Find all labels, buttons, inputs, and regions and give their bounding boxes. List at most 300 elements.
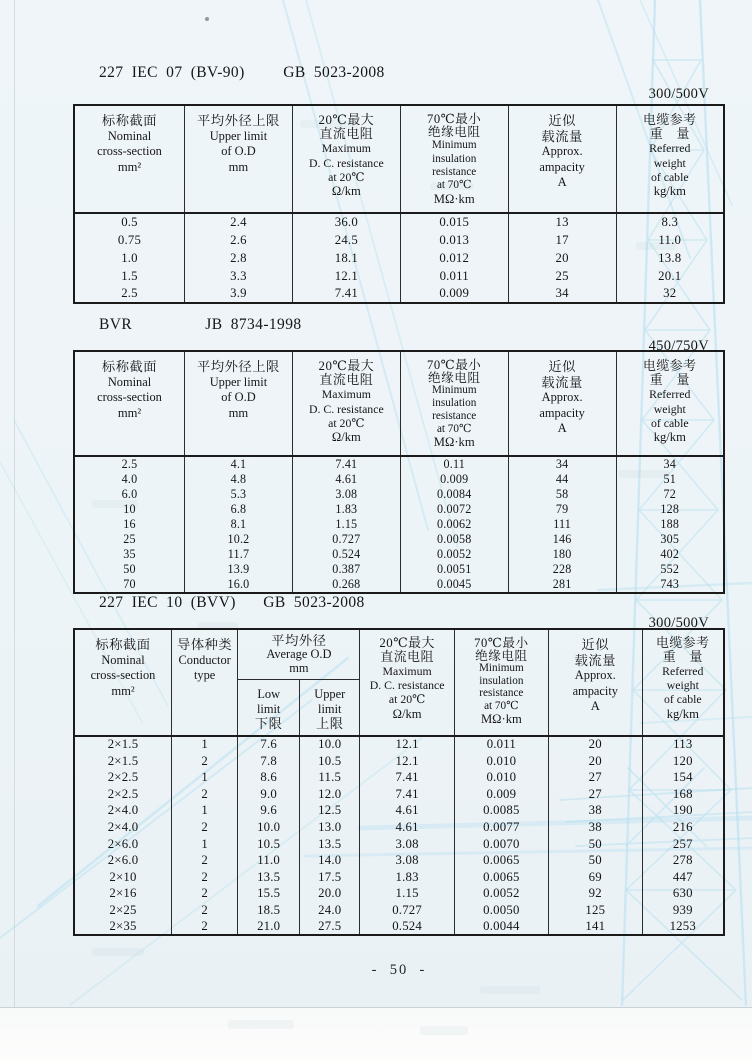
table-cell: 0.0050 [454, 902, 548, 919]
table-cell: 69 [548, 869, 642, 886]
header-line: 70℃最小 [474, 636, 529, 650]
column-header [74, 105, 185, 213]
header-line: 上限 [315, 715, 344, 731]
header-cell [75, 630, 171, 704]
header-line: Approx. [541, 144, 583, 158]
table-cell: 1.83 [292, 502, 400, 517]
header-cell [509, 106, 616, 195]
table-cell: 0.5 [74, 213, 185, 231]
header-line: 重 量 [649, 373, 690, 388]
table-cell: 2×25 [74, 902, 172, 919]
header-line: Referred [649, 141, 691, 156]
table-cell: 0.0085 [454, 803, 548, 820]
header-cell [401, 352, 508, 455]
header-line: 载流量 [574, 652, 616, 668]
header-cell [643, 630, 723, 727]
table-cell: 2×1.5 [74, 736, 172, 753]
header-cell [172, 630, 237, 688]
column-header [74, 629, 172, 736]
table-cell: 2 [172, 902, 238, 919]
table-cell: 3.3 [185, 267, 293, 285]
table-cell: 13.0 [300, 819, 360, 836]
table-cell: 3.08 [292, 487, 400, 502]
header-line: 绝缘电阻 [428, 370, 481, 385]
table-cell: 0.009 [400, 472, 508, 487]
table-row [74, 803, 724, 820]
table-row [74, 285, 724, 303]
table-row [74, 487, 724, 502]
standard-number-label: JB 8734-1998 [205, 316, 302, 333]
table-cell: 0.727 [292, 532, 400, 547]
header-line: 载流量 [541, 128, 583, 144]
table-cell: 50 [548, 852, 642, 869]
table-row [74, 456, 724, 472]
table-cell: 2×1.5 [74, 753, 172, 770]
column-unit: mm² [117, 405, 142, 420]
header-line: 电缆参考 [643, 359, 697, 373]
table-cell: 25 [74, 532, 185, 547]
header-line: 导体种类 [177, 637, 233, 652]
table-cell: 146 [508, 532, 616, 547]
table-cell: 305 [616, 532, 724, 547]
header-cell [401, 106, 508, 212]
table-cell: 27 [548, 769, 642, 786]
column-unit: A [590, 699, 600, 713]
header-line: cross-section [97, 390, 162, 404]
header-cell [617, 106, 723, 204]
table-cell: 0.010 [454, 769, 548, 786]
table-row [74, 231, 724, 249]
table-cell: 11.0 [616, 231, 724, 249]
header-line: Minimum [478, 662, 524, 674]
table-cell: 128 [616, 502, 724, 517]
table-cell: 0.0084 [400, 487, 508, 502]
header-line: Upper limit [209, 128, 268, 143]
header-cell [293, 352, 400, 450]
table-cell: 20.0 [300, 886, 360, 903]
table-cell: 20 [508, 249, 616, 267]
table-cell: 8.1 [185, 517, 293, 532]
header-line: Average O.D [266, 646, 332, 661]
table-cell: 0.0065 [454, 852, 548, 869]
column-unit: MΩ·km [480, 712, 522, 726]
standard-number-label: GB 5023-2008 [283, 64, 385, 81]
table-row [74, 267, 724, 285]
header-line: at 20℃ [328, 415, 365, 430]
column-header [642, 629, 724, 736]
table-cell: 36.0 [292, 213, 400, 231]
spec-table-container [73, 628, 725, 936]
table-cell: 27.5 [300, 919, 360, 936]
table-cell: 13.8 [616, 249, 724, 267]
table-cell: 188 [616, 517, 724, 532]
column-unit: A [557, 175, 567, 189]
column-subheader [238, 680, 300, 736]
table-cell: 281 [508, 577, 616, 593]
table-cell: 7.6 [238, 736, 300, 753]
header-line: 近似 [581, 637, 610, 652]
table-cell: 0.0044 [454, 919, 548, 936]
table-cell: 0.010 [454, 753, 548, 770]
table-cell: 4.61 [292, 472, 400, 487]
table-cell: 11.7 [185, 547, 293, 562]
table-cell: 27 [548, 786, 642, 803]
table-cell: 552 [616, 562, 724, 577]
column-header [185, 105, 293, 213]
header-line: 直流电阻 [319, 373, 374, 388]
column-unit: mm [228, 405, 249, 420]
table-cell: 18.1 [292, 249, 400, 267]
table-cell: 113 [642, 736, 724, 753]
table-row [74, 547, 724, 562]
section-heading [99, 316, 302, 334]
table-cell: 4.0 [74, 472, 185, 487]
header-cell [293, 106, 400, 204]
table-cell: 2×10 [74, 869, 172, 886]
table-row [74, 213, 724, 231]
header-line: 平均外径上限 [197, 113, 280, 128]
column-unit: kg/km [653, 184, 686, 199]
header-line: limit [256, 701, 281, 716]
table-cell: 2×2.5 [74, 769, 172, 786]
table-cell: 0.387 [292, 562, 400, 577]
header-line: 20℃最大 [318, 113, 375, 127]
table-cell: 939 [642, 902, 724, 919]
table-cell: 216 [642, 819, 724, 836]
table-cell: 2 [172, 852, 238, 869]
table-cell: 0.0052 [400, 547, 508, 562]
table-cell: 9.0 [238, 786, 300, 803]
header-line: Minimum [431, 139, 477, 152]
table-cell: 0.524 [292, 547, 400, 562]
table-cell: 0.0062 [400, 517, 508, 532]
column-header [508, 351, 616, 456]
column-header [172, 629, 238, 736]
table-cell: 58 [508, 487, 616, 502]
header-line: 直流电阻 [380, 649, 434, 664]
header-line: Low [257, 687, 281, 702]
column-unit: MΩ·km [433, 192, 475, 207]
section-heading [99, 64, 385, 82]
header-line: Approx. [541, 390, 583, 404]
table-cell: 16.0 [185, 577, 293, 593]
header-line: Approx. [574, 668, 616, 682]
table-cell: 1253 [642, 919, 724, 936]
header-line: ampacity [539, 159, 585, 174]
header-line: resistance [432, 165, 477, 178]
header-line: 电缆参考 [643, 113, 697, 127]
header-line: insulation [479, 674, 524, 687]
header-line: type [193, 668, 216, 682]
column-unit: mm² [117, 159, 142, 174]
header-line: ampacity [539, 405, 585, 420]
table-row [74, 819, 724, 836]
column-header [360, 629, 454, 736]
table-cell: 4.61 [360, 803, 454, 820]
table-cell: 10.0 [300, 736, 360, 753]
header-line: D. C. resistance [308, 401, 384, 416]
table-cell: 0.75 [74, 231, 185, 249]
header-line: 近似 [548, 113, 576, 128]
header-cell [549, 630, 642, 719]
table-row [74, 886, 724, 903]
table-cell: 2 [172, 919, 238, 936]
table-cell: 2.4 [185, 213, 293, 231]
table-cell: 20 [548, 753, 642, 770]
header-line: at 70℃ [436, 179, 472, 192]
table-cell: 7.41 [292, 285, 400, 303]
table-cell: 0.012 [400, 249, 508, 267]
table-cell: 12.1 [360, 736, 454, 753]
column-unit: mm [228, 159, 249, 174]
header-line: weight [653, 401, 686, 416]
table-cell: 1.15 [292, 517, 400, 532]
table-cell: 18.5 [238, 902, 300, 919]
column-unit: kg/km [653, 430, 686, 445]
table-cell: 32 [616, 285, 724, 303]
table-cell: 14.0 [300, 852, 360, 869]
header-line: at 20℃ [388, 691, 426, 706]
header-line: Conductor [178, 652, 231, 667]
table-cell: 13.9 [185, 562, 293, 577]
table-cell: 50 [548, 836, 642, 853]
column-header [548, 629, 642, 736]
header-line: at 70℃ [436, 422, 472, 435]
column-subheader [300, 680, 360, 736]
table-cell: 4.8 [185, 472, 293, 487]
column-header [400, 351, 508, 456]
table-cell: 1.83 [360, 869, 454, 886]
table-cell: 0.0077 [454, 819, 548, 836]
header-cell [185, 106, 292, 180]
header-cell [238, 680, 299, 735]
table-cell: 10.5 [300, 753, 360, 770]
table-cell: 11.5 [300, 769, 360, 786]
header-line: Maximum [321, 387, 371, 402]
header-line: D. C. resistance [369, 677, 445, 692]
table-cell: 13.5 [238, 869, 300, 886]
table-cell: 1.15 [360, 886, 454, 903]
table-cell: 447 [642, 869, 724, 886]
table-cell: 2×6.0 [74, 836, 172, 853]
table-cell: 1.0 [74, 249, 185, 267]
table-cell: 8.3 [616, 213, 724, 231]
table-cell: 2×6.0 [74, 852, 172, 869]
column-header [292, 105, 400, 213]
page-number: - 50 - [371, 962, 427, 978]
table-cell: 2 [172, 819, 238, 836]
table-cell: 2 [172, 886, 238, 903]
header-cell [509, 352, 616, 441]
header-cell [75, 106, 184, 180]
spec-table [73, 350, 725, 594]
table-cell: 25 [508, 267, 616, 285]
table-cell: 8.6 [238, 769, 300, 786]
table-cell: 35 [74, 547, 185, 562]
header-line: resistance [479, 687, 524, 699]
voltage-rating-label: 300/500V [648, 86, 709, 102]
column-unit: mm² [111, 683, 135, 698]
table-row [74, 249, 724, 267]
table-cell: 2 [172, 786, 238, 803]
table-cell: 17 [508, 231, 616, 249]
table-cell: 2.5 [74, 285, 185, 303]
table-row [74, 517, 724, 532]
table-row [74, 736, 724, 753]
table-cell: 21.0 [238, 919, 300, 936]
header-line: of cable [650, 169, 689, 184]
column-header [508, 105, 616, 213]
column-header [454, 629, 548, 736]
header-line: 电缆参考 [656, 636, 710, 650]
column-header [616, 351, 724, 456]
header-line: 下限 [254, 715, 283, 731]
table-cell: 190 [642, 803, 724, 820]
table-cell: 0.727 [360, 902, 454, 919]
header-line: 平均外径上限 [197, 359, 280, 374]
header-cell [238, 630, 359, 679]
column-unit: Ω/km [331, 430, 361, 445]
table-cell: 4.1 [185, 456, 293, 472]
table-cell: 2×16 [74, 886, 172, 903]
header-line: of cable [663, 691, 702, 706]
table-cell: 168 [642, 786, 724, 803]
table-cell: 5.3 [185, 487, 293, 502]
header-row [74, 105, 724, 213]
column-header [616, 105, 724, 213]
table-cell: 0.013 [400, 231, 508, 249]
header-line: at 20℃ [328, 169, 365, 184]
table-row [74, 869, 724, 886]
section-heading [99, 594, 365, 612]
table-cell: 7.8 [238, 753, 300, 770]
cable-model-label: 227 IEC 10 (BVV) [99, 594, 236, 611]
table-cell: 24.5 [292, 231, 400, 249]
table-cell: 2×2.5 [74, 786, 172, 803]
table-cell: 34 [616, 456, 724, 472]
table-cell: 15.5 [238, 886, 300, 903]
column-unit: A [557, 421, 567, 435]
header-line: 标称截面 [101, 359, 158, 374]
table-cell: 2×4.0 [74, 803, 172, 820]
header-cell [455, 630, 548, 732]
table-cell: 20.1 [616, 267, 724, 285]
header-cell [300, 680, 359, 735]
table-cell: 7.41 [292, 456, 400, 472]
header-line: 重 量 [649, 127, 690, 142]
header-line: 重 量 [662, 649, 703, 664]
header-line: 绝缘电阻 [475, 648, 528, 663]
table-cell: 0.0070 [454, 836, 548, 853]
table-cell: 13.5 [300, 836, 360, 853]
table-cell: 7.41 [360, 786, 454, 803]
header-cell [185, 352, 292, 426]
table-cell: 92 [548, 886, 642, 903]
table-cell: 0.0058 [400, 532, 508, 547]
table-cell: 17.5 [300, 869, 360, 886]
table-row [74, 753, 724, 770]
header-line: Nominal [107, 374, 152, 389]
header-line: cross-section [97, 144, 162, 158]
table-cell: 1.5 [74, 267, 185, 285]
table-cell: 111 [508, 517, 616, 532]
table-row [74, 786, 724, 803]
column-unit: MΩ·km [433, 435, 475, 450]
table-cell: 70 [74, 577, 185, 593]
table-cell: 12.5 [300, 803, 360, 820]
header-line: cross-section [90, 668, 156, 682]
table-cell: 10 [74, 502, 185, 517]
table-cell: 79 [508, 502, 616, 517]
table-cell: 6.0 [74, 487, 185, 502]
voltage-rating-label: 450/750V [648, 338, 709, 354]
header-line: ampacity [572, 683, 618, 698]
header-line: 绝缘电阻 [428, 125, 481, 140]
header-line: 标称截面 [95, 637, 151, 652]
table-cell: 50 [74, 562, 185, 577]
column-header [292, 351, 400, 456]
header-line: 70℃最小 [427, 112, 482, 126]
table-cell: 2.8 [185, 249, 293, 267]
header-line: Referred [649, 387, 691, 402]
table-cell: 3.08 [360, 836, 454, 853]
table-row [74, 852, 724, 869]
table-cell: 0.009 [400, 285, 508, 303]
table-cell: 20 [548, 736, 642, 753]
header-line: Upper limit [209, 374, 268, 389]
table-cell: 34 [508, 456, 616, 472]
header-line: Upper [314, 687, 346, 702]
header-line: Maximum [382, 663, 432, 678]
header-line: resistance [432, 409, 477, 422]
table-cell: 0.0065 [454, 869, 548, 886]
table-row [74, 919, 724, 936]
table-cell: 0.524 [360, 919, 454, 936]
table-cell: 1 [172, 769, 238, 786]
table-cell: 630 [642, 886, 724, 903]
column-header [185, 351, 293, 456]
header-line: 20℃最大 [379, 636, 435, 650]
table-cell: 402 [616, 547, 724, 562]
header-row [74, 629, 724, 680]
table-cell: 10.2 [185, 532, 293, 547]
voltage-rating-label: 300/500V [648, 615, 709, 631]
table-cell: 4.61 [360, 819, 454, 836]
table-cell: 34 [508, 285, 616, 303]
header-line: Referred [662, 663, 704, 678]
spec-table [73, 628, 725, 936]
header-line: weight [653, 155, 686, 170]
table-cell: 12.0 [300, 786, 360, 803]
header-line: weight [666, 677, 699, 692]
header-cell [617, 352, 723, 450]
table-cell: 0.0052 [454, 886, 548, 903]
spec-table-container [73, 350, 725, 594]
table-row [74, 562, 724, 577]
table-cell: 0.0051 [400, 562, 508, 577]
header-line: Nominal [107, 128, 152, 143]
table-cell: 6.8 [185, 502, 293, 517]
table-cell: 38 [548, 819, 642, 836]
table-cell: 9.6 [238, 803, 300, 820]
header-line: limit [318, 701, 342, 716]
table-row [74, 902, 724, 919]
table-row [74, 836, 724, 853]
table-cell: 228 [508, 562, 616, 577]
table-cell: 0.011 [454, 736, 548, 753]
header-line: insulation [432, 152, 477, 165]
table-cell: 141 [548, 919, 642, 936]
